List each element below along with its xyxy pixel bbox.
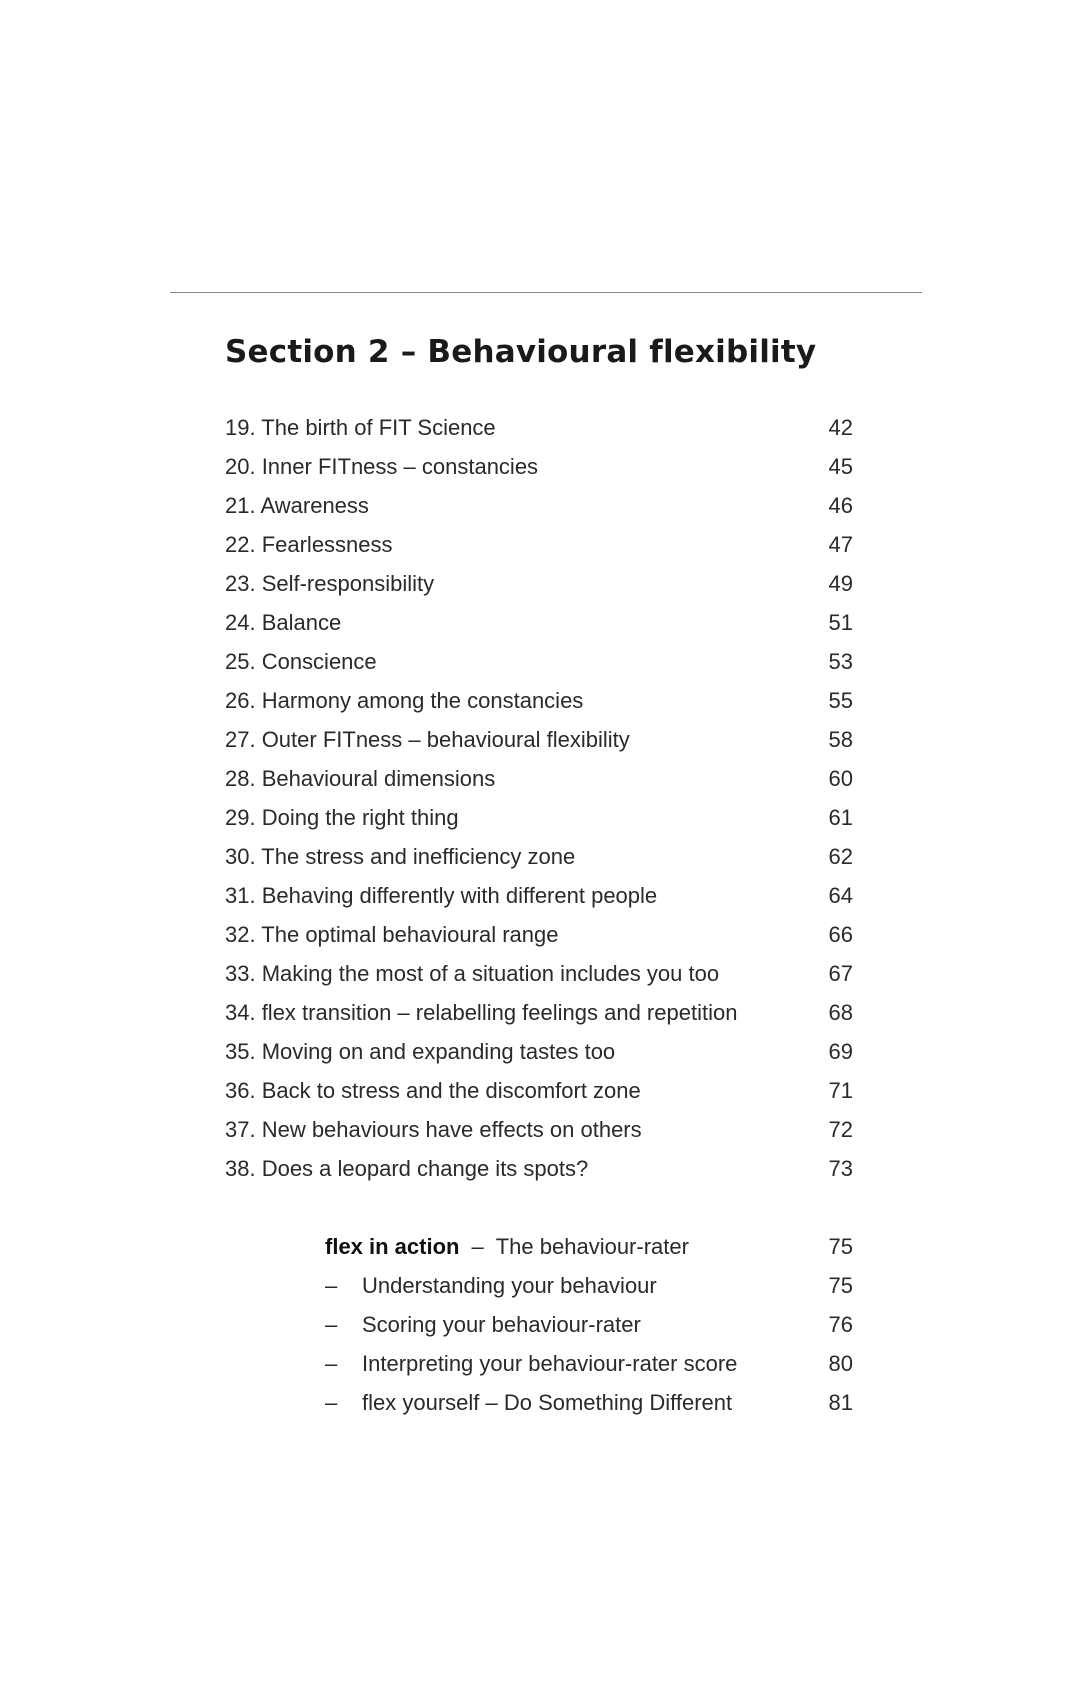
toc-entry-title: 31. Behaving differently with different people (225, 883, 658, 908)
toc-entry[interactable] (225, 798, 853, 837)
toc-entry-title: 28. Behavioural dimensions (225, 766, 496, 791)
toc-entry-title: 23. Self-responsibility (225, 571, 435, 596)
toc-entry-page: 47 (828, 532, 853, 557)
toc-entry[interactable] (225, 1071, 853, 1110)
flex-in-action-heading (325, 1227, 689, 1266)
item-page: 75 (828, 1273, 853, 1298)
toc-entry-title: 34. flex transition – relabelling feelings and repetition (225, 1000, 738, 1025)
toc-entry-page: 64 (828, 883, 853, 908)
item-title: flex yourself – Do Something Different (362, 1390, 733, 1415)
item-dash: – (325, 1390, 338, 1415)
toc-entry-title: 22. Fearlessness (225, 532, 393, 557)
toc-entry[interactable] (225, 603, 853, 642)
flex-in-action-item[interactable] (325, 1383, 853, 1422)
toc-entry[interactable] (225, 915, 853, 954)
toc-entry[interactable] (225, 642, 853, 681)
toc-entry-page: 62 (828, 844, 853, 869)
toc-entry-page: 73 (828, 1156, 853, 1181)
toc-entry-page: 71 (828, 1078, 853, 1103)
table-of-contents (225, 408, 853, 1188)
toc-entry-title: 19. The birth of FIT Science (225, 415, 496, 440)
section-title: Section 2 – Behavioural flexibility (225, 334, 817, 370)
header-rule (170, 292, 922, 293)
toc-entry-page: 60 (828, 766, 853, 791)
item-page: 80 (828, 1351, 853, 1376)
item-title: Understanding your behaviour (362, 1273, 657, 1298)
heading-dash: – (471, 1234, 484, 1259)
toc-entry-title: 24. Balance (225, 610, 342, 635)
toc-entry-title: 27. Outer FITness – behavioural flexibility (225, 727, 630, 752)
toc-entry-title: 30. The stress and inefficiency zone (225, 844, 576, 869)
flex-in-action-block (325, 1227, 853, 1422)
toc-entry-title: 37. New behaviours have effects on others (225, 1117, 642, 1142)
item-title: Scoring your behaviour-rater (362, 1312, 641, 1337)
toc-entry[interactable] (225, 564, 853, 603)
toc-entry-page: 58 (828, 727, 853, 752)
toc-entry-title: 33. Making the most of a situation includes you too (225, 961, 720, 986)
toc-entry[interactable] (225, 486, 853, 525)
flex-in-action-heading-row[interactable] (325, 1227, 853, 1266)
toc-entry[interactable] (225, 447, 853, 486)
toc-entry-page: 46 (828, 493, 853, 518)
toc-entry[interactable] (225, 720, 853, 759)
item-page: 76 (828, 1312, 853, 1337)
toc-entry[interactable] (225, 993, 853, 1032)
toc-entry[interactable] (225, 1110, 853, 1149)
toc-entry-title: 35. Moving on and expanding tastes too (225, 1039, 616, 1064)
toc-entry[interactable] (225, 1032, 853, 1071)
toc-entry-title: 26. Harmony among the constancies (225, 688, 584, 713)
toc-entry-page: 68 (828, 1000, 853, 1025)
toc-entry[interactable] (225, 837, 853, 876)
toc-entry-page: 45 (828, 454, 853, 479)
toc-entry-page: 42 (828, 415, 853, 440)
flex-in-action-subtitle: The behaviour-rater (495, 1234, 689, 1259)
toc-entry[interactable] (225, 759, 853, 798)
toc-entry-title: 29. Doing the right thing (225, 805, 459, 830)
toc-entry-title: 38. Does a leopard change its spots? (225, 1156, 589, 1181)
toc-entry-page: 61 (828, 805, 853, 830)
flex-in-action-page: 75 (828, 1234, 853, 1259)
item-dash: – (325, 1273, 338, 1298)
toc-entry-page: 51 (828, 610, 853, 635)
item-dash: – (325, 1312, 338, 1337)
toc-entry[interactable] (225, 876, 853, 915)
toc-entry[interactable] (225, 954, 853, 993)
toc-entry-page: 49 (828, 571, 853, 596)
toc-entry-title: 25. Conscience (225, 649, 377, 674)
toc-entry[interactable] (225, 1149, 853, 1188)
item-page: 81 (828, 1390, 853, 1415)
toc-entry-page: 72 (828, 1117, 853, 1142)
flex-in-action-item[interactable] (325, 1344, 853, 1383)
toc-entry[interactable] (225, 408, 853, 447)
toc-entry[interactable] (225, 681, 853, 720)
toc-entry-title: 32. The optimal behavioural range (225, 922, 559, 947)
item-dash: – (325, 1351, 338, 1376)
toc-entry-page: 53 (828, 649, 853, 674)
toc-entry-page: 66 (828, 922, 853, 947)
toc-entry-page: 67 (828, 961, 853, 986)
toc-entry[interactable] (225, 525, 853, 564)
toc-entry-title: 20. Inner FITness – constancies (225, 454, 539, 479)
toc-entry-title: 36. Back to stress and the discomfort zone (225, 1078, 641, 1103)
flex-in-action-label: flex in action (325, 1234, 460, 1259)
toc-entry-title: 21. Awareness (225, 493, 369, 518)
toc-entry-page: 69 (828, 1039, 853, 1064)
toc-entry-page: 55 (828, 688, 853, 713)
flex-in-action-item[interactable] (325, 1305, 853, 1344)
flex-in-action-item[interactable] (325, 1266, 853, 1305)
item-title: Interpreting your behaviour-rater score (362, 1351, 738, 1376)
